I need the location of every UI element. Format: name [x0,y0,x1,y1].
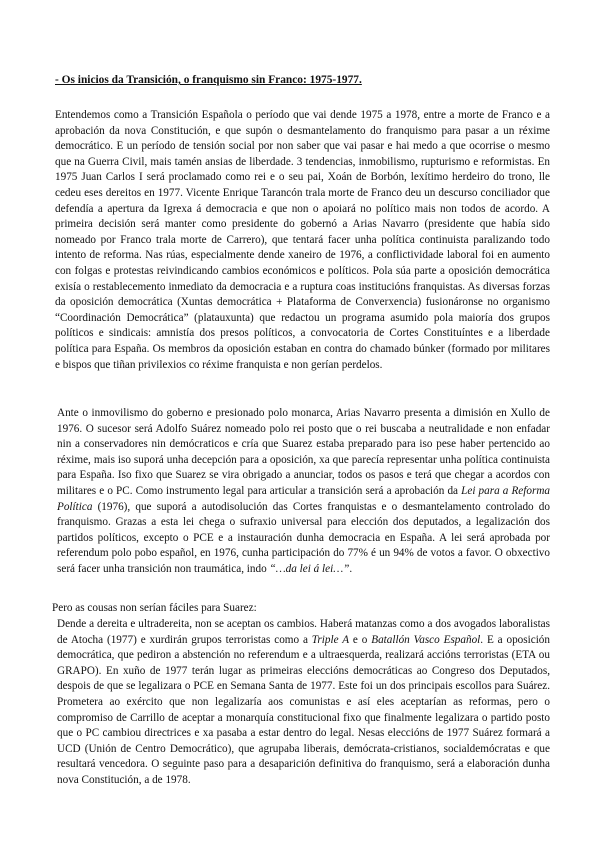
paragraph-suarez [57,406,550,578]
paragraph-text: . [349,562,353,575]
paragraph-difficulties [57,617,550,789]
paragraph-text: . E a oposición democrática, que pediron a abstención no referendum e a ultraesquerda, realizará accións terroristas (ETA ou GRAPO). En xuño de 1977 terán lugar as primeiras eleccións democráticas ao Congreso dos Deputados, despois de que se legalizara o PCE en Semana Santa de 1977. Este foi un dos principais escollos para Suárez. Prometera ao exército que non legalizaría aos comunistas e así eles aceptarían as reformas, pero o compromiso de Carrillo de aceptar a monarquía constitucional fixo que finalmente legalizara o partido posto que o PC cambiou directrices e xa pasaba a estar dentro do legal. Nesas eleccións de 1977 Suárez formará a UCD (Unión de Centro Democrático), que agrupaba liberais, demócrata-cristianos, socialdemócratas e que resultará vencedora. O seguinte paso para a desaparición definitiva do franquismo, será a elaboración dunha nova Constitución, a de 1978. [57,633,550,786]
paragraph-text: e o [349,633,372,646]
law-name: Lei para a Reforma Política [57,484,550,513]
paragraph-transition-line: Pero as cousas non serían fáciles para Suarez: [52,602,257,614]
paragraph-intro: Entendemos como a Transición Española o período que vai dende 1975 a 1978, entre a morte de Franco e a aprobación da nova Constitución, e que supón o desmantelamento do franquismo para pasar a un réxime democrático. E un período de tensión social por non saber que vai pasar e hai medo a que ocorrise o mesmo que na Guerra Civil, mais tamén ansias de liberdade. 3 tendencias, inmobilismo, rupturismo e reformistas. En 1975 Juan Carlos I será proclamado como rei e o seu pai, Xoán de Borbón, lexítimo herdeiro do trono, lle cedeu eses dereitos en 1977. Vicente Enrique Tarancón trala morte de Franco deu un descurso conciliador que defendía a apertura da Igrexa á democracia e que non o apoiará no político mais non todos de acordo. A primeira decisión será manter como presidente do gobernó a Arias Navarro (presidente que había sido nomeado por Franco trala morte de Carrero), que tentará facer unha política continuista paralizando todo intento de reforma. Nas rúas, especialmente dende xaneiro de 1976, a conflictividade laboral foi en aumento con folgas e protestas reivindicando cambios económicos e políticos. Pola súa parte a oposición democrática exisía o restablecemento inmediato da democracia e a ruptura coas institucións franquistas. As diversas forzas da oposición democrática (Xuntas democrática + Plataforma de Converxencia) fusionáronse no organismo “Coordinación Democrática” (platauxunta) que redactou un programa asumido pola maioría dos grupos políticos e sindicais: amnistía dos presos políticos, a convocatoria de Cortes Constituíntes e a liberdade política para España. Os membros da oposición estaban en contra do chamado búnker (formado por militares e bispos que tiñan privilexios co réxime franquista e non gerían perdelos. [55,109,550,371]
group-name: Batallón Vasco Español [371,633,481,646]
group-name: Triple A [311,633,350,646]
quote: “…da lei á lei…” [269,562,350,575]
paragraph-text: Ante o inmovilismo do goberno e presionado polo monarca, Arias Navarro presenta a dimisión en Xullo de 1976. O sucesor será Adolfo Suárez nomeado polo rei posto que o rei buscaba a neutralidade e non enfadar nin a conservadores nin demócraticos e cría que Suarez estaba preparado para iso pese haber pertencido ao réxime, mais iso suporá unha decepción para a oposición, xa que parecía representar unha política continuista para España. Iso fixo que Suarez se vira obrigado a anunciar, todos os pasos e terá que chegar a acordos con militares e o PC. Como instrumento legal para articular a transición será a aprobación da [57,407,550,497]
paragraph-text: Dende a dereita e ultradereita, non se aceptan os cambios. Haberá matanzas como a dos avogados laboralistas de Atocha (1977) e xurdirán grupos terroristas como a [57,618,550,646]
page-title: - Os inicios da Transición, o franquismo sin Franco: 1975-1977. [55,74,362,86]
paragraph-text: (1976), que suporá a autodisolución das Cortes franquistas e o desmantelamento controlado do franquismo. Grazas a esta lei chega o sufraxio universal para elección dos deputados, a legalización dos partidos políticos, excepto o PCE e a instauración dunha democracia en España. A lei será aprobada por referendum polo pobo español, en 1976, cunha participación do 77% é un 94% de votos a favor. O obxectivo será facer unha transición non traumática, indo [57,500,550,575]
